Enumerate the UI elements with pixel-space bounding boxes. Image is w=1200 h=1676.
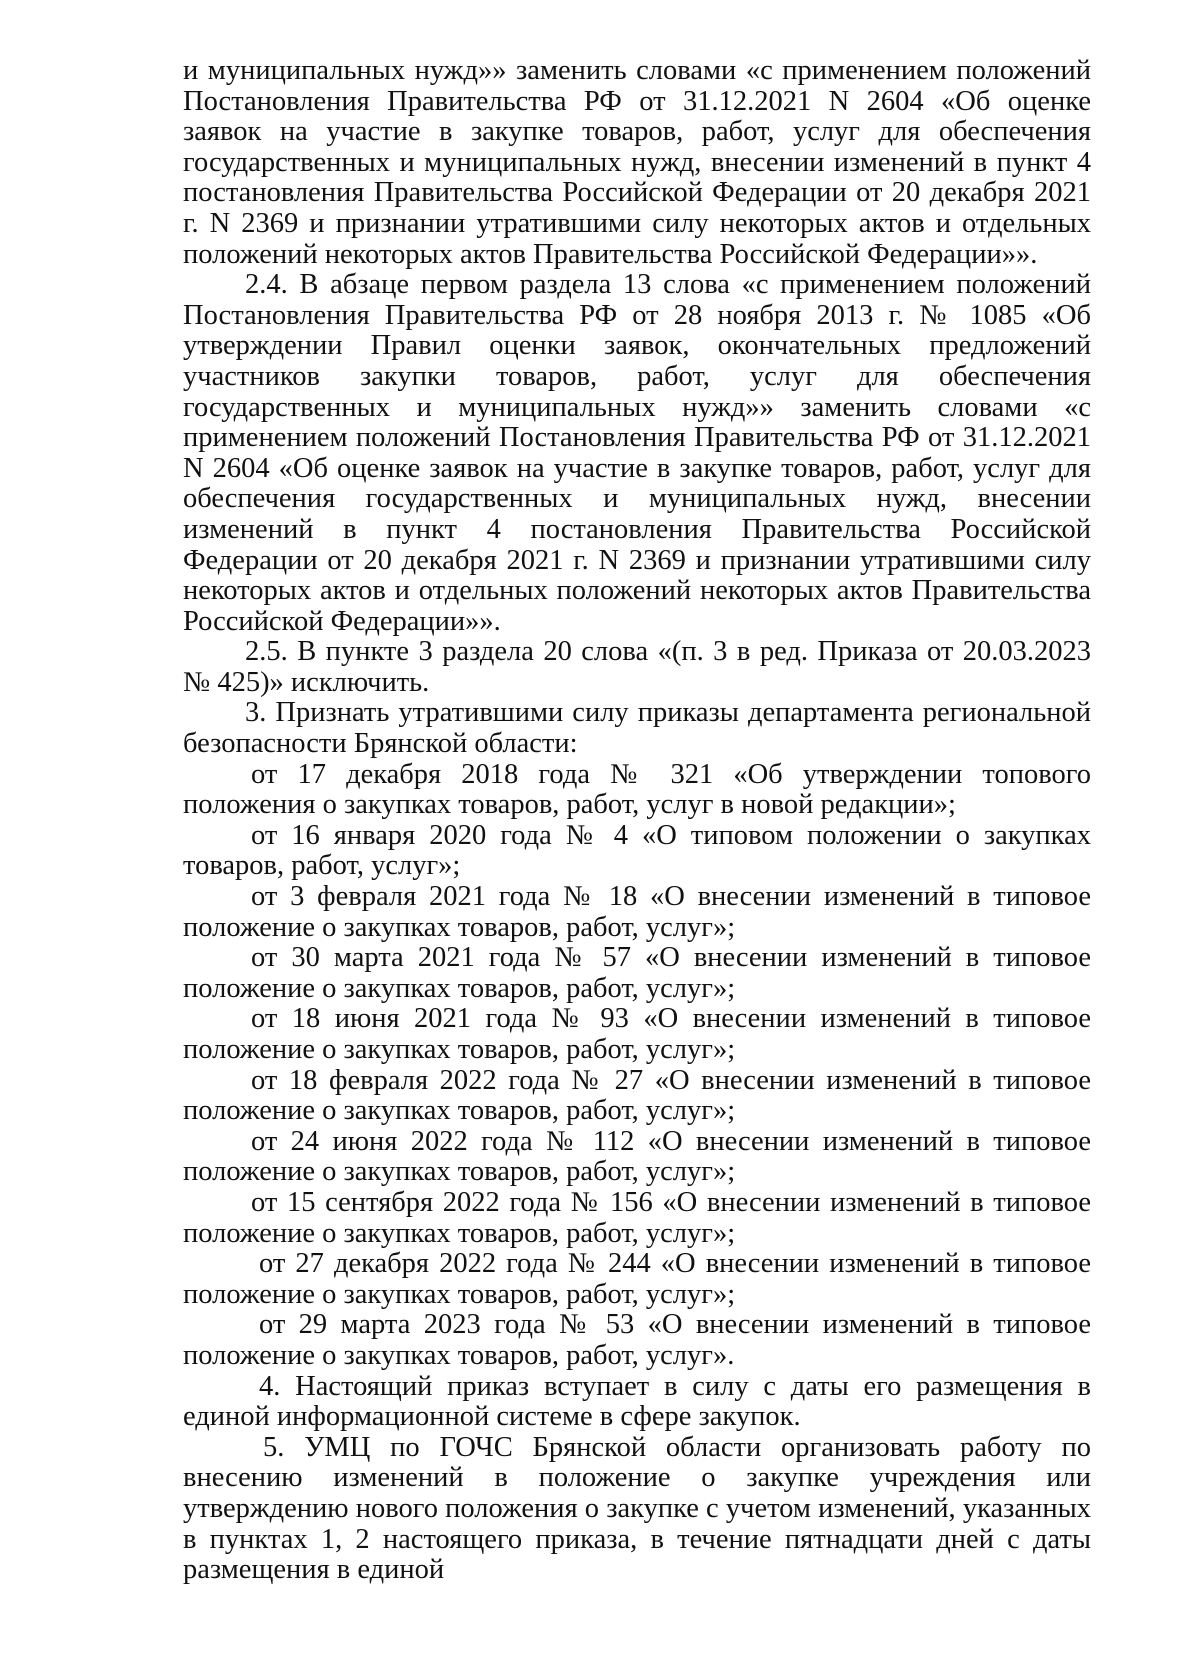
list-item-order-4: от 16 января 2020 года № 4 «О типовом положении о закупках товаров, работ, услуг»; bbox=[183, 819, 1091, 882]
list-item-order-93: от 18 июня 2021 года № 93 «О внесении изменений в типовое положение о закупках товаров, работ, услуг»; bbox=[183, 1003, 1091, 1065]
paragraph-2-5: 2.5. В пункте 3 раздела 20 слова «(п. 3 в ред. Приказа от 20.03.2023 № 425)» исключить. bbox=[183, 636, 1091, 698]
list-item-order-244: от 27 декабря 2022 года № 244 «О внесении изменений в типовое положение о закупках товаров, работ, услуг»; bbox=[183, 1248, 1091, 1310]
document-body bbox=[183, 56, 1091, 1586]
list-item-order-53: от 29 марта 2023 года № 53 «О внесении изменений в типовое положение о закупках товаров, работ, услуг». bbox=[183, 1309, 1091, 1371]
list-item-order-112: от 24 июня 2022 года № 112 «О внесении изменений в типовое положение о закупках товаров, работ, услуг»; bbox=[183, 1125, 1091, 1188]
paragraph-5: 5. УМЦ по ГОЧС Брянской области организовать работу по внесению изменений в положение о закупке учреждения или утверждению нового положения о закупке с учетом изменений, указанных в пунктах 1, 2 настоящего приказа, в течение пятнадцати дней с даты размещения в единой bbox=[183, 1431, 1091, 1586]
paragraph-2-4: 2.4. В абзаце первом раздела 13 слова «с применением положений Постановления Правительства РФ от 28 ноября 2013 г. № 1085 «Об утверждении Правил оценки заявок, окончательных предложений участников закупки товаров, работ, услуг для обеспечения государственных и муниципальных нужд»» заменить словами «с применением положений Постановления Правительства РФ от 31.12.2021 N 2604 «Об оценке заявок на участие в закупке товаров, работ, услуг для обеспечения государственных и муниципальных нужд, внесении изменений в пункт 4 постановления Правительства Российской Федерации от 20 декабря 2021 г. N 2369 и признании утратившими силу некоторых актов и отдельных положений некоторых актов Правительства Российской Федерации»». bbox=[183, 269, 1091, 637]
list-item-order-156: от 15 сентября 2022 года № 156 «О внесении изменений в типовое положение о закупках товаров, работ, услуг»; bbox=[183, 1186, 1091, 1249]
list-item-order-27: от 18 февраля 2022 года № 27 «О внесении изменений в типовое положение о закупках товаров, работ, услуг»; bbox=[183, 1064, 1091, 1127]
paragraph-continuation: и муниципальных нужд»» заменить словами «с применением положений Постановления Правительства РФ от 31.12.2021 N 2604 «Об оценке заявок на участие в закупке товаров, работ, услуг для обеспечения государственных и муниципальных нужд, внесении изменений в пункт 4 постановления Правительства Российской Федерации от 20 декабря 2021 г. N 2369 и признании утратившими силу некоторых актов и отдельных положений некоторых актов Правительства Российской Федерации»». bbox=[183, 55, 1091, 270]
paragraph-3: 3. Признать утратившими силу приказы департамента региональной безопасности Брянской области: bbox=[183, 697, 1091, 760]
paragraph-4: 4. Настоящий приказ вступает в силу с даты его размещения в единой информационной системе в сфере закупок. bbox=[183, 1370, 1091, 1433]
list-item-order-18: от 3 февраля 2021 года № 18 «О внесении изменений в типовое положение о закупках товаров, работ, услуг»; bbox=[183, 881, 1091, 943]
list-item-order-321: от 17 декабря 2018 года № 321 «Об утверждении топового положения о закупках товаров, работ, услуг в новой редакции»; bbox=[183, 758, 1091, 821]
list-item-order-57: от 30 марта 2021 года № 57 «О внесении изменений в типовое положение о закупках товаров, работ, услуг»; bbox=[183, 942, 1091, 1004]
